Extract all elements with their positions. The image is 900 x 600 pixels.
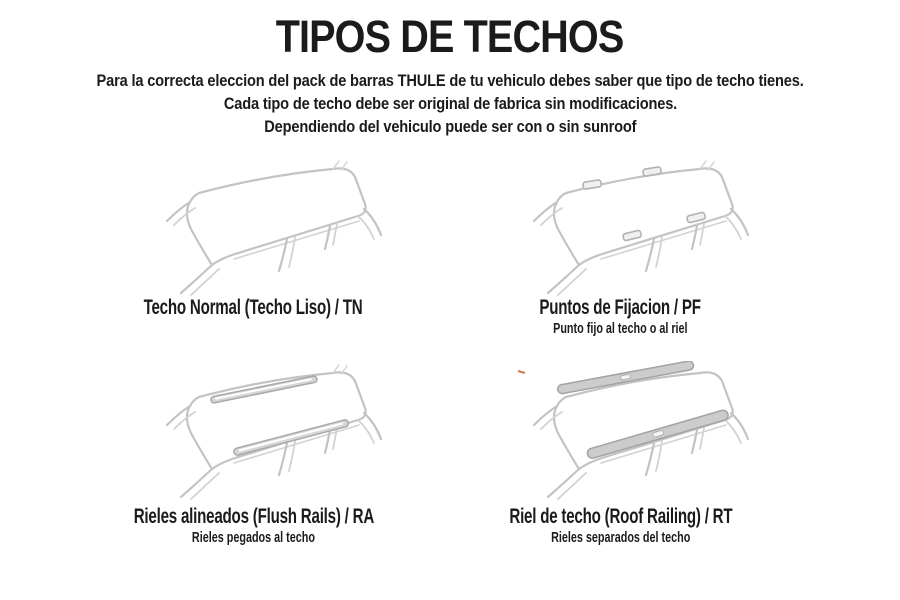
roof-raised-rails-icon <box>504 361 764 506</box>
intro-line-1: Para la correcta eleccion del pack de barras THULE de tu vehiculo debes saber que tipo de techo tienes. <box>96 71 804 90</box>
intro-paragraph <box>0 70 900 139</box>
page-title <box>0 12 900 62</box>
infographic-page <box>0 12 900 600</box>
roof-card-label: Rieles alineados (Flush Rails) / RA <box>133 505 374 528</box>
roof-card-label: Riel de techo (Roof Railing) / RT <box>508 505 733 528</box>
roof-card-rt <box>437 361 804 548</box>
roof-card-tn <box>70 157 437 339</box>
roof-card-pf <box>437 157 804 339</box>
roof-card-sublabel: Rieles separados del techo <box>550 529 691 546</box>
roof-flush-rails-icon <box>137 361 397 506</box>
roof-plain-icon <box>137 157 397 297</box>
roof-card-sublabel: Punto fijo al techo o al riel <box>553 320 688 337</box>
intro-line-3: Dependiendo del vehiculo puede ser con o sin sunroof <box>263 117 637 136</box>
roof-card-label: Techo Normal (Techo Liso) / TN <box>144 296 363 319</box>
intro-line-2: Cada tipo de techo debe ser original de fabrica sin modificaciones. <box>223 94 677 113</box>
roof-card-sublabel: Rieles pegados al techo <box>191 529 316 546</box>
scan-artifact <box>518 371 525 373</box>
roof-card-sublabel <box>70 321 437 339</box>
roof-type-grid <box>70 157 900 548</box>
roof-fixpoints-icon <box>504 157 764 297</box>
roof-card-label: Puntos de Fijacion / PF <box>539 296 702 319</box>
roof-card-ra <box>70 361 437 548</box>
page-title-text: TIPOS DE TECHOS <box>276 11 624 62</box>
